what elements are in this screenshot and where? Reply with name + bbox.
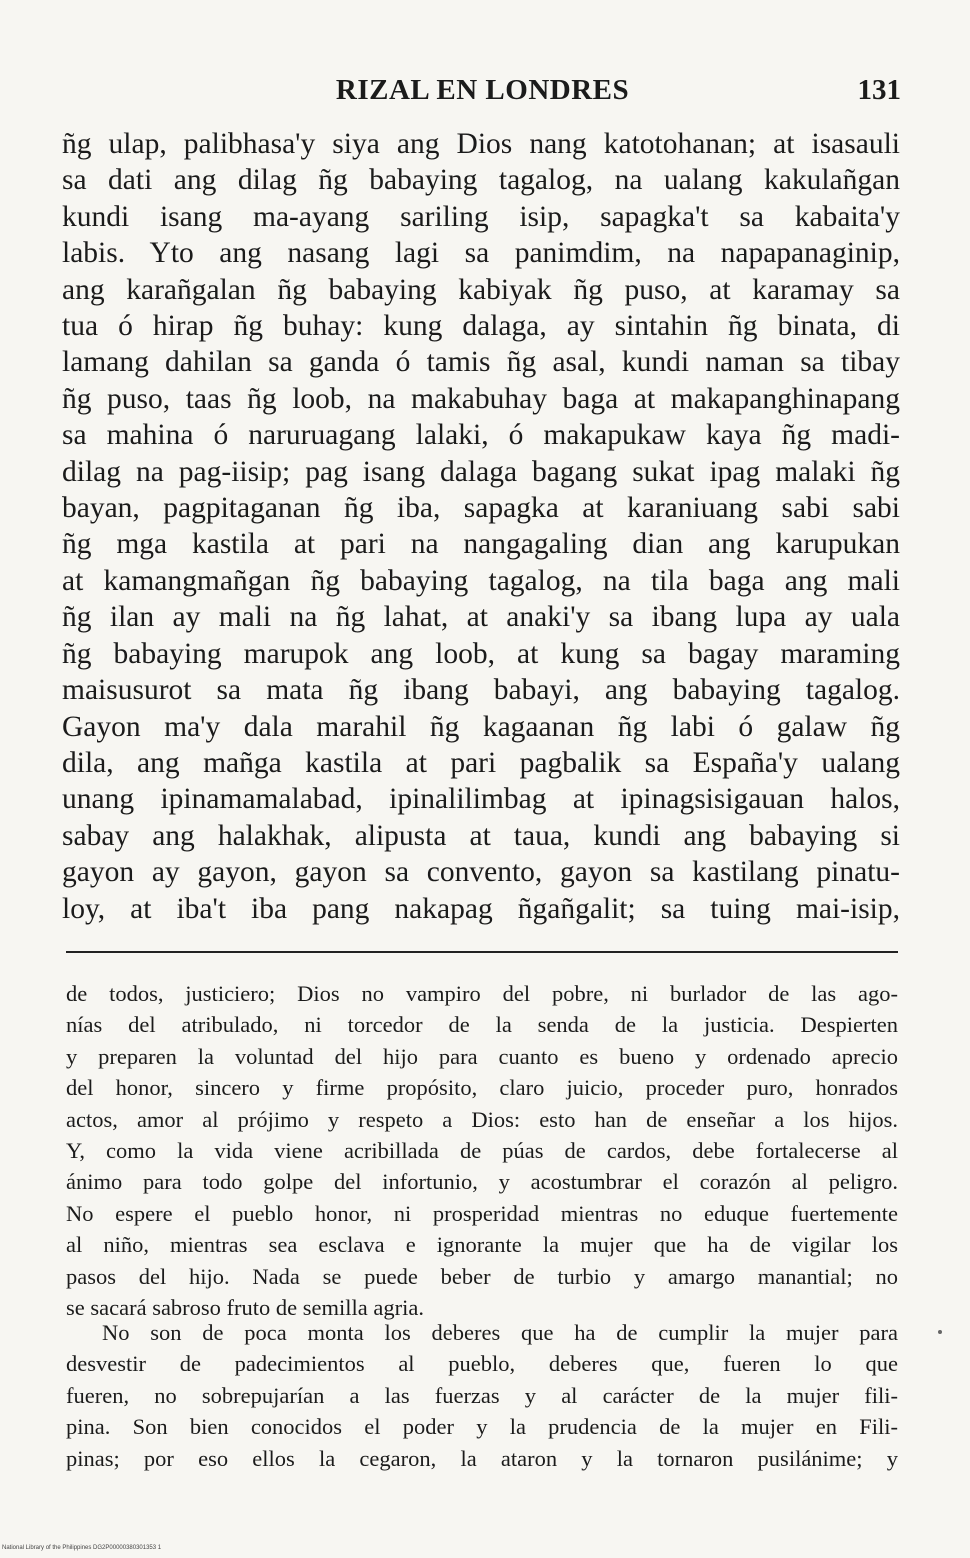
text-line: maisusurot sa mata ñg ibang babayi, ang babaying tagalog. bbox=[62, 674, 900, 707]
text-line: ñg babaying marupok ang loob, at kung sa bagay maraming bbox=[62, 637, 900, 670]
text-line: de todos, justiciero; Dios no vampiro del pobre, ni burlador de las ago- bbox=[66, 981, 898, 1006]
main-body-text bbox=[62, 126, 900, 927]
text-line: kundi isang ma-ayang sariling isip, sapagka't sa kabaita'y bbox=[62, 200, 900, 233]
text-line: ang karañgalan ñg babaying kabiyak ñg puso, at karamay sa bbox=[62, 273, 900, 306]
text-line: nías del atribulado, ni torcedor de la senda de la justicia. Despierten bbox=[66, 1012, 898, 1038]
text-line: No espere el pueblo honor, ni prosperidad mientras no eduque fuertemente bbox=[66, 1200, 898, 1226]
text-line: tua ó hirap ñg buhay: kung dalaga, ay sintahin ñg binata, di bbox=[62, 310, 900, 343]
page-header bbox=[60, 74, 905, 114]
text-line: sa mahina ó naruruagang lalaki, ó makapukaw kaya ñg madi- bbox=[62, 419, 900, 452]
text-line: dila, ang mañga kastila at pari pagbalik sa España'y ualang bbox=[62, 746, 900, 779]
text-line: ñg mga kastila at pari na nangagaling dian ang karupukan bbox=[62, 528, 900, 561]
text-line: sa dati ang dilag ñg babaying tagalog, na ualang kakulañgan bbox=[62, 164, 900, 197]
text-line: No son de poca monta los deberes que ha de cumplir la mujer para bbox=[102, 1320, 898, 1345]
text-line: ñg ulap, palibhasa'y siya ang Dios nang katotohanan; at isasauli bbox=[62, 128, 900, 160]
text-line: ánimo para todo golpe del infortunio, y acostumbrar el corazón al peligro. bbox=[66, 1169, 898, 1195]
text-line: dilag na pag-iisip; pag isang dalaga bagang sukat ipag malaki ñg bbox=[62, 455, 900, 488]
text-line: fueren, no sobrepujarían a las fuerzas y al carácter de la mujer fili- bbox=[66, 1382, 898, 1408]
text-line: gayon ay gayon, gayon sa convento, gayon sa kastilang pinatu- bbox=[62, 856, 900, 889]
text-line: ñg puso, taas ñg loob, na makabuhay baga at makapanghinapang bbox=[62, 382, 900, 415]
footnote-divider bbox=[66, 951, 898, 953]
text-line: actos, amor al prójimo y respeto a Dios: esto han de enseñar a los hijos. bbox=[66, 1106, 898, 1132]
text-line: se sacará sabroso fruto de semilla agria. bbox=[66, 1295, 424, 1321]
text-line: lamang dahilan sa ganda ó tamis ñg asal, kundi naman sa tibay bbox=[62, 346, 900, 379]
text-line: loy, at iba't iba pang nakapag ñgañgalit; sa tuing mai-isip, bbox=[62, 892, 900, 925]
text-line: del honor, sincero y firme propósito, claro juicio, proceder puro, honrados bbox=[66, 1075, 898, 1101]
text-line: labis. Yto ang nasang lagi sa panimdim, na napapanaginip, bbox=[62, 237, 900, 270]
text-line: unang ipinamamalabad, ipinalilimbag at ipinagsisigauan halos, bbox=[62, 783, 900, 816]
footnote-paragraph-2 bbox=[66, 1317, 898, 1474]
text-line: ñg ilan ay mali na ñg lahat, at anaki'y sa ibang lupa ay uala bbox=[62, 601, 900, 634]
running-title: RIZAL EN LONDRES bbox=[335, 74, 630, 106]
text-line: at kamangmañgan ñg babaying tagalog, na tila baga ang mali bbox=[62, 564, 900, 597]
text-line: Y, como la vida viene acribillada de púas de cardos, debe fortalecerse al bbox=[66, 1138, 898, 1164]
text-line: Gayon ma'y dala marahil ñg kagaanan ñg labi ó galaw ñg bbox=[62, 710, 900, 743]
text-line: pina. Son bien conocidos el poder y la prudencia de la mujer en Fili- bbox=[66, 1414, 898, 1440]
text-line: pasos del hijo. Nada se puede beber de turbio y amargo manantial; no bbox=[66, 1263, 898, 1289]
text-line: bayan, pagpitaganan ñg iba, sapagka at karaniuang sabi sabi bbox=[62, 492, 900, 525]
text-line: desvestir de padecimientos al pueblo, deberes que, fueren lo que bbox=[66, 1351, 898, 1377]
text-line: al niño, mientras sea esclava e ignorante la mujer que ha de vigilar los bbox=[66, 1232, 898, 1258]
page-number: 131 bbox=[857, 74, 901, 106]
margin-speck bbox=[938, 1330, 942, 1334]
library-stamp: National Library of the Philippines DG2P00000380301353 1 bbox=[2, 1545, 162, 1551]
text-line: y preparen la voluntad del hijo para cuanto es bueno y ordenado aprecio bbox=[66, 1043, 898, 1069]
text-line: pinas; por eso ellos la cegaron, la ataron y la tornaron pusilánime; y bbox=[66, 1445, 898, 1471]
footnote-paragraph-1 bbox=[66, 978, 898, 1323]
text-line: sabay ang halakhak, alipusta at taua, kundi ang babaying si bbox=[62, 819, 900, 852]
